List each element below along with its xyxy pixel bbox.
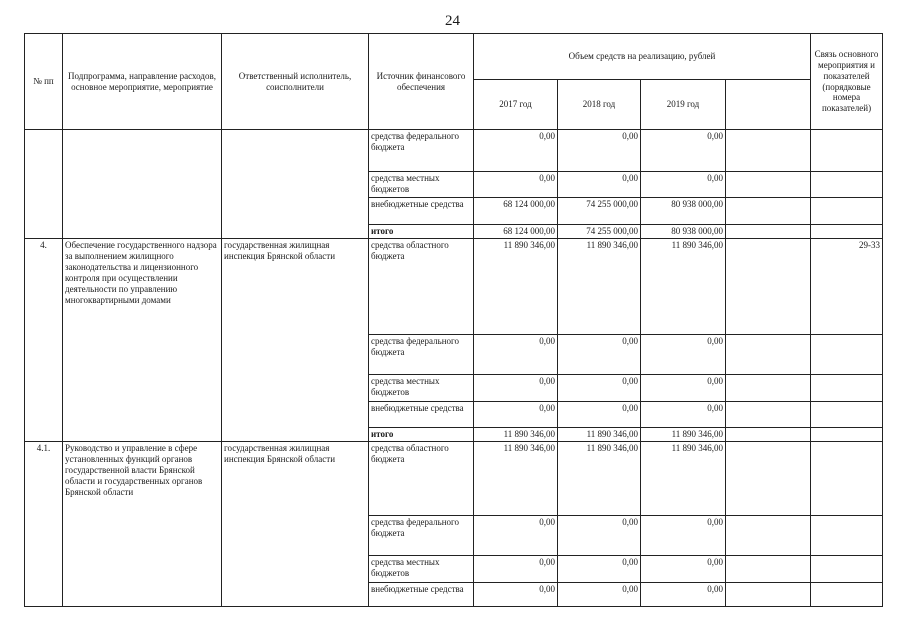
cell-link: [811, 172, 883, 198]
header-volume: Объем средств на реализацию, рублей: [474, 34, 811, 80]
cell-link: [811, 225, 883, 239]
cell-source: средства областного бюджета: [369, 238, 474, 334]
cell-2017: 0,00: [474, 582, 558, 606]
cell-source: средства федерального бюджета: [369, 515, 474, 555]
cell-no: 4.: [25, 238, 63, 441]
cell-source: средства местных бюджетов: [369, 172, 474, 198]
cell-2018: 0,00: [558, 555, 641, 582]
cell-extra: [726, 441, 811, 515]
cell-2019: 0,00: [641, 555, 726, 582]
cell-2019: 11 890 346,00: [641, 441, 726, 515]
cell-2018: 0,00: [558, 130, 641, 172]
cell-source: итого: [369, 225, 474, 239]
cell-link: [811, 427, 883, 441]
cell-2019: 0,00: [641, 172, 726, 198]
cell-extra: [726, 334, 811, 374]
cell-program: Руководство и управление в сфере установленных функций органов государственной власти Брянской области и государственных органов Брянской области: [63, 441, 222, 606]
cell-extra: [726, 401, 811, 427]
cell-extra: [726, 582, 811, 606]
cell-2018: 0,00: [558, 374, 641, 401]
cell-link: 29-33: [811, 238, 883, 334]
cell-2018: 0,00: [558, 172, 641, 198]
cell-2019: 0,00: [641, 401, 726, 427]
cell-extra: [726, 225, 811, 239]
cell-source: средства федерального бюджета: [369, 334, 474, 374]
cell-2017: 0,00: [474, 515, 558, 555]
cell-source: внебюджетные средства: [369, 198, 474, 225]
cell-2017: 11 890 346,00: [474, 441, 558, 515]
cell-no: [25, 130, 63, 239]
cell-source: средства местных бюджетов: [369, 555, 474, 582]
cell-2019: 80 938 000,00: [641, 198, 726, 225]
cell-2017: 68 124 000,00: [474, 198, 558, 225]
cell-link: [811, 374, 883, 401]
cell-extra: [726, 172, 811, 198]
header-program: Подпрограмма, направление расходов, основное мероприятие, мероприятие: [63, 34, 222, 130]
cell-source: итого: [369, 427, 474, 441]
budget-table: [24, 33, 883, 607]
cell-link: [811, 130, 883, 172]
header-year: 2019 год: [641, 80, 726, 130]
cell-link: [811, 555, 883, 582]
cell-link: [811, 515, 883, 555]
header-year: 2018 год: [558, 80, 641, 130]
cell-2018: 0,00: [558, 334, 641, 374]
cell-source: внебюджетные средства: [369, 582, 474, 606]
cell-source: средства федерального бюджета: [369, 130, 474, 172]
cell-2018: 0,00: [558, 401, 641, 427]
cell-link: [811, 401, 883, 427]
cell-2018: 11 890 346,00: [558, 441, 641, 515]
cell-executor: государственная жилищная инспекция Брянской области: [222, 238, 369, 441]
header-year: [726, 80, 811, 130]
header-year: 2017 год: [474, 80, 558, 130]
cell-2019: 0,00: [641, 334, 726, 374]
cell-extra: [726, 374, 811, 401]
cell-2019: 11 890 346,00: [641, 427, 726, 441]
cell-2017: 68 124 000,00: [474, 225, 558, 239]
cell-2017: 0,00: [474, 555, 558, 582]
cell-2018: 74 255 000,00: [558, 225, 641, 239]
cell-executor: [222, 130, 369, 239]
cell-executor: государственная жилищная инспекция Брянской области: [222, 441, 369, 606]
cell-2017: 0,00: [474, 130, 558, 172]
cell-2018: 0,00: [558, 582, 641, 606]
header-link: Связь основного мероприятия и показателей (порядковые номера показателей): [811, 34, 883, 130]
cell-2017: 0,00: [474, 334, 558, 374]
table-row: [25, 238, 883, 334]
header-executor: Ответственный исполнитель, соисполнители: [222, 34, 369, 130]
cell-extra: [726, 555, 811, 582]
cell-2017: 0,00: [474, 374, 558, 401]
cell-no: 4.1.: [25, 441, 63, 606]
cell-2019: 0,00: [641, 582, 726, 606]
cell-2019: 0,00: [641, 374, 726, 401]
page-number: 24: [445, 13, 460, 29]
cell-2019: 11 890 346,00: [641, 238, 726, 334]
cell-program: Обеспечение государственного надзора за выполнением жилищного законодательства и лицензионного контроля при осуществлении деятельности по управлению многоквартирными домами: [63, 238, 222, 441]
cell-program: [63, 130, 222, 239]
cell-extra: [726, 238, 811, 334]
cell-link: [811, 334, 883, 374]
cell-extra: [726, 515, 811, 555]
cell-source: внебюджетные средства: [369, 401, 474, 427]
header-no: № пп: [25, 34, 63, 130]
table-row: [25, 130, 883, 172]
cell-extra: [726, 130, 811, 172]
cell-source: средства местных бюджетов: [369, 374, 474, 401]
cell-2018: 11 890 346,00: [558, 238, 641, 334]
cell-link: [811, 198, 883, 225]
cell-2019: 0,00: [641, 130, 726, 172]
cell-2017: 11 890 346,00: [474, 238, 558, 334]
cell-2019: 0,00: [641, 515, 726, 555]
cell-link: [811, 441, 883, 515]
cell-extra: [726, 198, 811, 225]
cell-2017: 0,00: [474, 401, 558, 427]
cell-2017: 11 890 346,00: [474, 427, 558, 441]
table-row: [25, 441, 883, 515]
cell-2018: 11 890 346,00: [558, 427, 641, 441]
cell-2019: 80 938 000,00: [641, 225, 726, 239]
cell-extra: [726, 427, 811, 441]
header-source: Источник финансового обеспечения: [369, 34, 474, 130]
cell-2017: 0,00: [474, 172, 558, 198]
cell-2018: 74 255 000,00: [558, 198, 641, 225]
header-row: [25, 34, 883, 80]
cell-2018: 0,00: [558, 515, 641, 555]
cell-source: средства областного бюджета: [369, 441, 474, 515]
cell-link: [811, 582, 883, 606]
